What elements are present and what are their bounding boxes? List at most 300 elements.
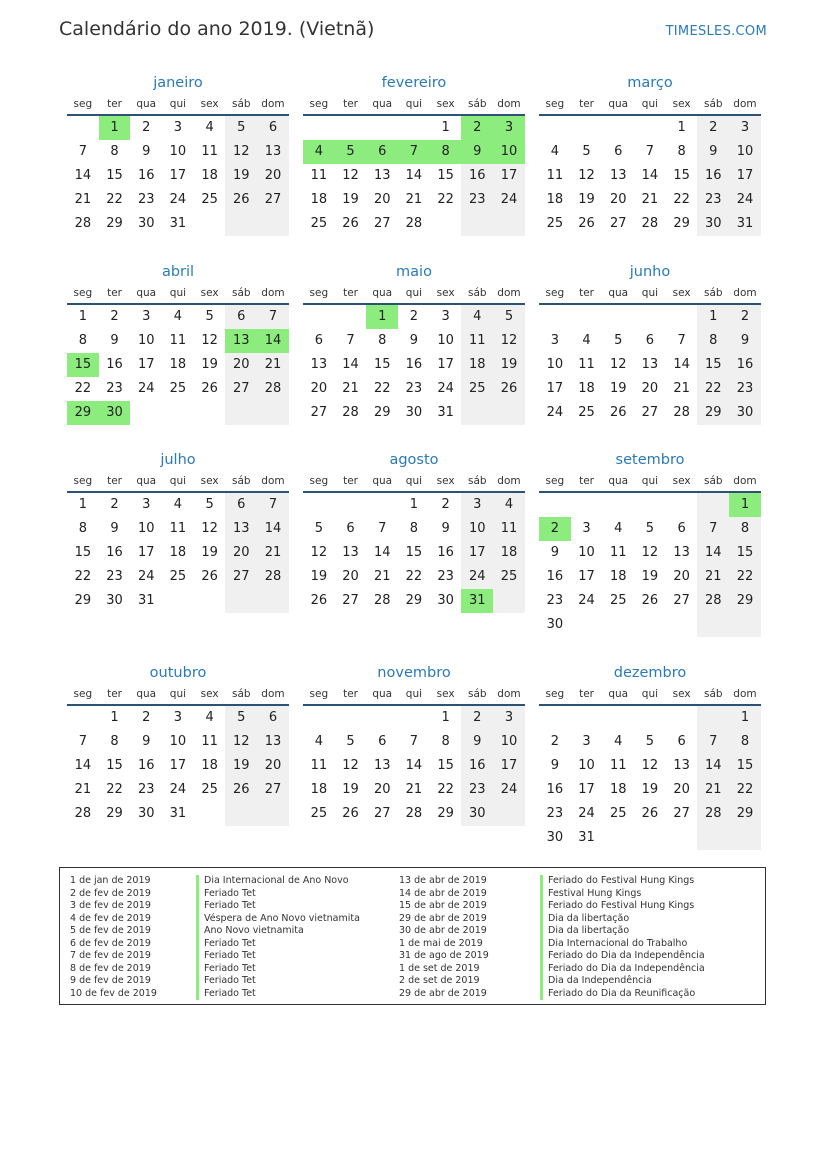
holiday-day-cell[interactable]: 10 xyxy=(493,140,525,164)
day-cell[interactable]: 22 xyxy=(74,569,92,584)
day-cell[interactable]: 28 xyxy=(405,806,423,821)
day-cell[interactable]: 18 xyxy=(310,782,328,797)
day-cell[interactable]: 16 xyxy=(546,569,564,584)
day-cell[interactable]: 5 xyxy=(205,497,214,512)
day-cell[interactable]: 22 xyxy=(697,377,729,401)
day-cell[interactable]: 24 xyxy=(437,381,454,396)
day-cell[interactable]: 27 xyxy=(225,377,257,401)
day-cell[interactable]: 15 xyxy=(697,353,729,377)
day-cell[interactable]: 1 xyxy=(441,120,450,135)
day-cell[interactable]: 29 xyxy=(106,806,123,821)
day-cell[interactable]: 5 xyxy=(346,734,355,749)
day-cell[interactable]: 9 xyxy=(550,545,559,560)
day-cell[interactable]: 2 xyxy=(729,305,761,329)
day-cell[interactable]: 11 xyxy=(169,333,187,348)
day-cell[interactable]: 16 xyxy=(697,164,729,188)
day-cell[interactable]: 13 xyxy=(373,758,391,773)
day-cell[interactable]: 6 xyxy=(257,706,289,730)
day-cell[interactable]: 30 xyxy=(137,216,155,231)
day-cell[interactable]: 9 xyxy=(142,144,151,159)
day-cell[interactable]: 4 xyxy=(493,493,525,517)
day-cell[interactable]: 11 xyxy=(546,168,564,183)
day-cell[interactable]: 14 xyxy=(405,168,423,183)
day-cell[interactable]: 19 xyxy=(493,353,525,377)
day-cell[interactable]: 27 xyxy=(257,188,289,212)
day-cell[interactable]: 10 xyxy=(461,517,493,541)
day-cell[interactable]: 17 xyxy=(461,541,493,565)
day-cell[interactable]: 12 xyxy=(609,357,627,372)
day-cell[interactable]: 29 xyxy=(673,216,690,231)
day-cell[interactable]: 1 xyxy=(677,120,686,135)
day-cell[interactable]: 21 xyxy=(342,381,359,396)
day-cell[interactable]: 7 xyxy=(697,517,729,541)
day-cell[interactable]: 1 xyxy=(409,497,419,512)
day-cell[interactable]: 20 xyxy=(257,164,289,188)
day-cell[interactable]: 20 xyxy=(257,754,289,778)
day-cell[interactable]: 8 xyxy=(729,517,761,541)
day-cell[interactable]: 13 xyxy=(257,730,289,754)
day-cell[interactable]: 19 xyxy=(310,569,328,584)
day-cell[interactable]: 10 xyxy=(546,357,564,372)
day-cell[interactable]: 17 xyxy=(169,168,187,183)
day-cell[interactable]: 12 xyxy=(641,545,659,560)
day-cell[interactable]: 17 xyxy=(546,381,564,396)
day-cell[interactable]: 27 xyxy=(609,216,627,231)
day-cell[interactable]: 20 xyxy=(673,782,690,797)
day-cell[interactable]: 7 xyxy=(257,305,289,329)
day-cell[interactable]: 27 xyxy=(257,778,289,802)
day-cell[interactable]: 3 xyxy=(550,333,559,348)
day-cell[interactable]: 7 xyxy=(645,144,655,159)
day-cell[interactable]: 12 xyxy=(641,758,659,773)
day-cell[interactable]: 10 xyxy=(137,333,155,348)
day-cell[interactable]: 22 xyxy=(729,565,761,589)
holiday-day-cell[interactable]: 9 xyxy=(461,140,493,164)
day-cell[interactable]: 2 xyxy=(441,497,450,512)
day-cell[interactable]: 19 xyxy=(201,545,218,560)
day-cell[interactable]: 25 xyxy=(609,806,627,821)
day-cell[interactable]: 17 xyxy=(578,782,595,797)
day-cell[interactable]: 8 xyxy=(78,521,87,536)
day-cell[interactable]: 9 xyxy=(697,140,729,164)
day-cell[interactable]: 6 xyxy=(257,116,289,140)
day-cell[interactable]: 6 xyxy=(378,734,387,749)
holiday-day-cell[interactable]: 14 xyxy=(257,329,289,353)
day-cell[interactable]: 28 xyxy=(74,216,92,231)
day-cell[interactable]: 4 xyxy=(582,333,591,348)
day-cell[interactable]: 4 xyxy=(205,710,214,725)
day-cell[interactable]: 1 xyxy=(78,309,87,324)
day-cell[interactable]: 16 xyxy=(461,164,493,188)
day-cell[interactable]: 31 xyxy=(169,216,187,231)
day-cell[interactable]: 20 xyxy=(373,782,391,797)
day-cell[interactable]: 5 xyxy=(225,706,257,730)
day-cell[interactable]: 4 xyxy=(461,305,493,329)
day-cell[interactable]: 8 xyxy=(677,144,686,159)
day-cell[interactable]: 3 xyxy=(173,710,183,725)
day-cell[interactable]: 16 xyxy=(729,353,761,377)
day-cell[interactable]: 17 xyxy=(169,758,187,773)
day-cell[interactable]: 23 xyxy=(546,593,564,608)
day-cell[interactable]: 17 xyxy=(137,357,155,372)
day-cell[interactable]: 4 xyxy=(614,734,623,749)
holiday-day-cell[interactable]: 2 xyxy=(539,517,571,541)
day-cell[interactable]: 15 xyxy=(437,758,454,773)
day-cell[interactable]: 31 xyxy=(729,212,761,236)
day-cell[interactable]: 29 xyxy=(373,405,391,420)
day-cell[interactable]: 22 xyxy=(106,192,123,207)
day-cell[interactable]: 23 xyxy=(461,188,493,212)
day-cell[interactable]: 24 xyxy=(137,569,155,584)
day-cell[interactable]: 10 xyxy=(729,140,761,164)
day-cell[interactable]: 21 xyxy=(641,192,659,207)
day-cell[interactable]: 9 xyxy=(110,333,119,348)
day-cell[interactable]: 21 xyxy=(405,782,423,797)
day-cell[interactable]: 13 xyxy=(673,758,690,773)
day-cell[interactable]: 20 xyxy=(342,569,359,584)
day-cell[interactable]: 29 xyxy=(729,589,761,613)
holiday-day-cell[interactable]: 2 xyxy=(461,116,493,140)
day-cell[interactable]: 4 xyxy=(173,309,183,324)
day-cell[interactable]: 16 xyxy=(405,357,423,372)
day-cell[interactable]: 3 xyxy=(441,309,450,324)
day-cell[interactable]: 12 xyxy=(225,140,257,164)
day-cell[interactable]: 16 xyxy=(137,758,155,773)
day-cell[interactable]: 17 xyxy=(578,569,595,584)
day-cell[interactable]: 15 xyxy=(373,357,391,372)
day-cell[interactable]: 26 xyxy=(342,216,359,231)
day-cell[interactable]: 17 xyxy=(729,164,761,188)
day-cell[interactable]: 21 xyxy=(257,541,289,565)
day-cell[interactable]: 16 xyxy=(106,545,123,560)
day-cell[interactable]: 24 xyxy=(461,565,493,589)
day-cell[interactable]: 21 xyxy=(373,569,391,584)
day-cell[interactable]: 14 xyxy=(373,545,391,560)
day-cell[interactable]: 22 xyxy=(373,381,391,396)
day-cell[interactable]: 1 xyxy=(729,706,761,730)
day-cell[interactable]: 23 xyxy=(137,192,155,207)
day-cell[interactable]: 1 xyxy=(441,710,450,725)
day-cell[interactable]: 3 xyxy=(729,116,761,140)
holiday-day-cell[interactable]: 31 xyxy=(461,589,493,613)
day-cell[interactable]: 22 xyxy=(74,381,92,396)
day-cell[interactable]: 11 xyxy=(493,517,525,541)
day-cell[interactable]: 14 xyxy=(405,758,423,773)
day-cell[interactable]: 25 xyxy=(310,806,328,821)
day-cell[interactable]: 23 xyxy=(729,377,761,401)
day-cell[interactable]: 2 xyxy=(142,120,151,135)
day-cell[interactable]: 28 xyxy=(641,216,659,231)
day-cell[interactable]: 30 xyxy=(546,617,564,632)
day-cell[interactable]: 7 xyxy=(346,333,355,348)
day-cell[interactable]: 26 xyxy=(609,405,627,420)
day-cell[interactable]: 8 xyxy=(78,333,87,348)
day-cell[interactable]: 24 xyxy=(546,405,564,420)
day-cell[interactable]: 22 xyxy=(437,782,454,797)
day-cell[interactable]: 6 xyxy=(677,521,686,536)
day-cell[interactable]: 13 xyxy=(257,140,289,164)
day-cell[interactable]: 6 xyxy=(614,144,623,159)
day-cell[interactable]: 23 xyxy=(405,381,423,396)
day-cell[interactable]: 30 xyxy=(437,593,454,608)
day-cell[interactable]: 26 xyxy=(225,778,257,802)
day-cell[interactable]: 25 xyxy=(310,216,328,231)
day-cell[interactable]: 27 xyxy=(373,806,391,821)
day-cell[interactable]: 17 xyxy=(137,545,155,560)
day-cell[interactable]: 5 xyxy=(225,116,257,140)
day-cell[interactable]: 26 xyxy=(201,381,218,396)
day-cell[interactable]: 7 xyxy=(257,493,289,517)
day-cell[interactable]: 29 xyxy=(106,216,123,231)
day-cell[interactable]: 12 xyxy=(225,730,257,754)
day-cell[interactable]: 22 xyxy=(405,569,423,584)
holiday-day-cell[interactable]: 5 xyxy=(335,140,367,164)
day-cell[interactable]: 15 xyxy=(729,541,761,565)
day-cell[interactable]: 23 xyxy=(546,806,564,821)
day-cell[interactable]: 15 xyxy=(437,168,454,183)
day-cell[interactable]: 23 xyxy=(106,381,123,396)
day-cell[interactable]: 28 xyxy=(673,405,690,420)
day-cell[interactable]: 21 xyxy=(405,192,423,207)
day-cell[interactable]: 19 xyxy=(342,782,359,797)
day-cell[interactable]: 23 xyxy=(137,782,155,797)
day-cell[interactable]: 19 xyxy=(342,192,359,207)
day-cell[interactable]: 17 xyxy=(437,357,454,372)
day-cell[interactable]: 12 xyxy=(201,333,218,348)
day-cell[interactable]: 23 xyxy=(697,188,729,212)
holiday-day-cell[interactable]: 15 xyxy=(67,353,99,377)
day-cell[interactable]: 21 xyxy=(697,565,729,589)
day-cell[interactable]: 11 xyxy=(609,758,627,773)
day-cell[interactable]: 10 xyxy=(493,730,525,754)
day-cell[interactable]: 1 xyxy=(697,305,729,329)
day-cell[interactable]: 18 xyxy=(310,192,328,207)
day-cell[interactable]: 9 xyxy=(142,734,151,749)
day-cell[interactable]: 7 xyxy=(409,734,419,749)
day-cell[interactable]: 18 xyxy=(461,353,493,377)
day-cell[interactable]: 4 xyxy=(550,144,559,159)
day-cell[interactable]: 25 xyxy=(578,405,595,420)
day-cell[interactable]: 8 xyxy=(409,521,419,536)
day-cell[interactable]: 13 xyxy=(373,168,391,183)
day-cell[interactable]: 26 xyxy=(201,569,218,584)
day-cell[interactable]: 18 xyxy=(201,758,218,773)
day-cell[interactable]: 20 xyxy=(673,569,690,584)
day-cell[interactable]: 31 xyxy=(578,830,595,845)
day-cell[interactable]: 13 xyxy=(641,357,659,372)
day-cell[interactable]: 19 xyxy=(641,782,659,797)
day-cell[interactable]: 15 xyxy=(106,168,123,183)
day-cell[interactable]: 20 xyxy=(641,381,659,396)
day-cell[interactable]: 9 xyxy=(441,521,450,536)
day-cell[interactable]: 4 xyxy=(614,521,623,536)
day-cell[interactable]: 21 xyxy=(74,782,92,797)
day-cell[interactable]: 30 xyxy=(546,830,564,845)
day-cell[interactable]: 7 xyxy=(78,734,87,749)
day-cell[interactable]: 1 xyxy=(78,497,87,512)
day-cell[interactable]: 6 xyxy=(314,333,323,348)
day-cell[interactable]: 11 xyxy=(461,329,493,353)
day-cell[interactable]: 18 xyxy=(169,357,187,372)
day-cell[interactable]: 30 xyxy=(461,802,493,826)
holiday-day-cell[interactable]: 3 xyxy=(493,116,525,140)
day-cell[interactable]: 11 xyxy=(201,144,218,159)
day-cell[interactable]: 13 xyxy=(225,517,257,541)
day-cell[interactable]: 28 xyxy=(697,589,729,613)
day-cell[interactable]: 16 xyxy=(137,168,155,183)
day-cell[interactable]: 24 xyxy=(169,782,187,797)
day-cell[interactable]: 24 xyxy=(169,192,187,207)
day-cell[interactable]: 6 xyxy=(225,305,257,329)
day-cell[interactable]: 5 xyxy=(582,144,591,159)
day-cell[interactable]: 9 xyxy=(110,521,119,536)
day-cell[interactable]: 30 xyxy=(729,401,761,425)
day-cell[interactable]: 22 xyxy=(673,192,690,207)
day-cell[interactable]: 9 xyxy=(461,730,493,754)
day-cell[interactable]: 26 xyxy=(225,188,257,212)
holiday-day-cell[interactable]: 8 xyxy=(430,140,462,164)
holiday-day-cell[interactable]: 1 xyxy=(99,116,131,140)
day-cell[interactable]: 22 xyxy=(106,782,123,797)
day-cell[interactable]: 2 xyxy=(409,309,419,324)
day-cell[interactable]: 27 xyxy=(673,593,690,608)
holiday-day-cell[interactable]: 30 xyxy=(99,401,131,425)
day-cell[interactable]: 24 xyxy=(578,593,595,608)
day-cell[interactable]: 5 xyxy=(645,521,655,536)
day-cell[interactable]: 24 xyxy=(137,381,155,396)
day-cell[interactable]: 17 xyxy=(493,164,525,188)
day-cell[interactable]: 6 xyxy=(346,521,355,536)
day-cell[interactable]: 27 xyxy=(225,565,257,589)
day-cell[interactable]: 20 xyxy=(373,192,391,207)
day-cell[interactable]: 28 xyxy=(257,377,289,401)
day-cell[interactable]: 26 xyxy=(310,593,328,608)
day-cell[interactable]: 26 xyxy=(641,593,659,608)
day-cell[interactable]: 5 xyxy=(205,309,214,324)
day-cell[interactable]: 14 xyxy=(257,517,289,541)
day-cell[interactable]: 28 xyxy=(373,593,391,608)
day-cell[interactable]: 20 xyxy=(609,192,627,207)
day-cell[interactable]: 24 xyxy=(578,806,595,821)
day-cell[interactable]: 27 xyxy=(342,593,359,608)
day-cell[interactable]: 3 xyxy=(582,734,591,749)
day-cell[interactable]: 10 xyxy=(578,545,595,560)
day-cell[interactable]: 16 xyxy=(106,357,123,372)
day-cell[interactable]: 10 xyxy=(137,521,155,536)
day-cell[interactable]: 25 xyxy=(546,216,564,231)
day-cell[interactable]: 22 xyxy=(729,778,761,802)
day-cell[interactable]: 18 xyxy=(578,381,595,396)
day-cell[interactable]: 20 xyxy=(310,381,328,396)
day-cell[interactable]: 3 xyxy=(142,309,151,324)
day-cell[interactable]: 19 xyxy=(609,381,627,396)
day-cell[interactable]: 25 xyxy=(609,593,627,608)
day-cell[interactable]: 19 xyxy=(225,754,257,778)
day-cell[interactable]: 29 xyxy=(729,802,761,826)
day-cell[interactable]: 21 xyxy=(697,778,729,802)
day-cell[interactable]: 10 xyxy=(578,758,595,773)
day-cell[interactable]: 9 xyxy=(729,329,761,353)
day-cell[interactable]: 15 xyxy=(405,545,423,560)
day-cell[interactable]: 28 xyxy=(257,565,289,589)
day-cell[interactable]: 31 xyxy=(169,806,187,821)
day-cell[interactable]: 10 xyxy=(169,734,187,749)
day-cell[interactable]: 8 xyxy=(697,329,729,353)
day-cell[interactable]: 16 xyxy=(437,545,454,560)
day-cell[interactable]: 18 xyxy=(169,545,187,560)
day-cell[interactable]: 25 xyxy=(169,381,187,396)
day-cell[interactable]: 29 xyxy=(405,593,423,608)
day-cell[interactable]: 29 xyxy=(74,593,92,608)
day-cell[interactable]: 7 xyxy=(78,144,87,159)
day-cell[interactable]: 12 xyxy=(342,758,359,773)
day-cell[interactable]: 25 xyxy=(461,377,493,401)
day-cell[interactable]: 15 xyxy=(74,545,92,560)
day-cell[interactable]: 10 xyxy=(437,333,454,348)
day-cell[interactable]: 14 xyxy=(641,168,659,183)
holiday-day-cell[interactable]: 29 xyxy=(67,401,99,425)
day-cell[interactable]: 12 xyxy=(578,168,595,183)
day-cell[interactable]: 15 xyxy=(729,754,761,778)
day-cell[interactable]: 15 xyxy=(106,758,123,773)
day-cell[interactable]: 10 xyxy=(169,144,187,159)
day-cell[interactable]: 7 xyxy=(697,730,729,754)
day-cell[interactable]: 27 xyxy=(310,405,328,420)
day-cell[interactable]: 2 xyxy=(550,734,559,749)
day-cell[interactable]: 26 xyxy=(578,216,595,231)
day-cell[interactable]: 21 xyxy=(673,381,690,396)
day-cell[interactable]: 2 xyxy=(142,710,151,725)
day-cell[interactable]: 12 xyxy=(493,329,525,353)
day-cell[interactable]: 8 xyxy=(378,333,387,348)
holiday-day-cell[interactable]: 6 xyxy=(366,140,398,164)
brand-link[interactable]: TIMESLES.COM xyxy=(665,24,767,39)
day-cell[interactable]: 30 xyxy=(106,593,123,608)
holiday-day-cell[interactable]: 1 xyxy=(729,493,761,517)
day-cell[interactable]: 16 xyxy=(461,754,493,778)
day-cell[interactable]: 22 xyxy=(437,192,454,207)
day-cell[interactable]: 5 xyxy=(614,333,623,348)
day-cell[interactable]: 14 xyxy=(342,357,359,372)
day-cell[interactable]: 26 xyxy=(641,806,659,821)
day-cell[interactable]: 13 xyxy=(342,545,359,560)
day-cell[interactable]: 18 xyxy=(546,192,564,207)
day-cell[interactable]: 3 xyxy=(173,120,183,135)
day-cell[interactable]: 6 xyxy=(677,734,686,749)
day-cell[interactable]: 14 xyxy=(673,357,690,372)
day-cell[interactable]: 28 xyxy=(342,405,359,420)
day-cell[interactable]: 19 xyxy=(225,164,257,188)
day-cell[interactable]: 2 xyxy=(697,116,729,140)
day-cell[interactable]: 11 xyxy=(201,734,218,749)
day-cell[interactable]: 4 xyxy=(205,120,214,135)
day-cell[interactable]: 6 xyxy=(645,333,655,348)
day-cell[interactable]: 19 xyxy=(578,192,595,207)
day-cell[interactable]: 25 xyxy=(201,782,218,797)
day-cell[interactable]: 21 xyxy=(74,192,92,207)
day-cell[interactable]: 20 xyxy=(225,353,257,377)
day-cell[interactable]: 31 xyxy=(137,593,155,608)
day-cell[interactable]: 16 xyxy=(546,782,564,797)
day-cell[interactable]: 3 xyxy=(582,521,591,536)
day-cell[interactable]: 11 xyxy=(169,521,187,536)
day-cell[interactable]: 30 xyxy=(697,212,729,236)
day-cell[interactable]: 12 xyxy=(201,521,218,536)
holiday-day-cell[interactable]: 13 xyxy=(225,329,257,353)
day-cell[interactable]: 24 xyxy=(729,188,761,212)
day-cell[interactable]: 12 xyxy=(342,168,359,183)
day-cell[interactable]: 18 xyxy=(201,168,218,183)
